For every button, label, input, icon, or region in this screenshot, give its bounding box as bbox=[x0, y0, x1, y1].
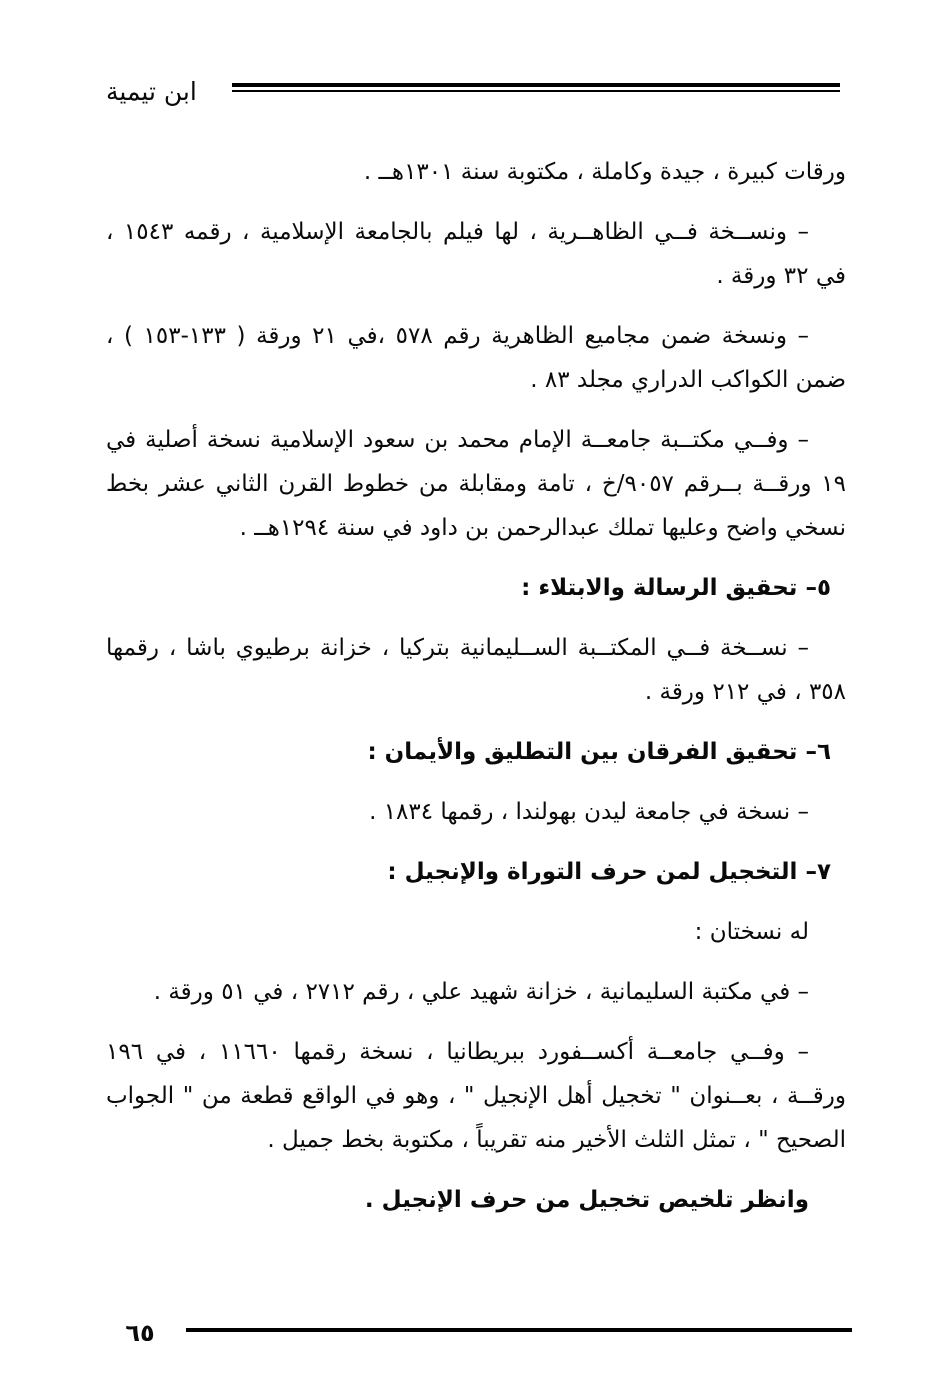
page-body bbox=[106, 150, 846, 1238]
paragraph-line: ٣٥٨ ، في ٢١٢ ورقة . bbox=[644, 679, 846, 705]
paragraph bbox=[106, 910, 846, 954]
paragraph-line: ورقــة ، بعــنوان " تخجيل أهل الإنجيل " ، وهو في الواقع قطعة من " الجواب bbox=[106, 1083, 846, 1109]
paragraph-line: في ٣٢ ورقة . bbox=[716, 263, 846, 289]
manuscript-entry bbox=[106, 790, 846, 834]
see-also-text: وانظر تلخيص تخجيل من حرف الإنجيل . bbox=[364, 1187, 809, 1213]
paragraph-line: الصحيح " ، تمثل الثلث الأخير منه تقريباً ، مكتوبة بخط جميل . bbox=[267, 1127, 846, 1153]
manuscript-entry bbox=[106, 970, 846, 1014]
paragraph-line: ضمن الكواكب الدراري مجلد ٨٣ . bbox=[530, 367, 846, 393]
paragraph-line: – وفــي جامعــة أكســفورد ببريطانيا ، نسخة رقمها ١١٦٦٠ ، في ١٩٦ bbox=[106, 1039, 809, 1065]
section-heading bbox=[106, 850, 846, 894]
manuscript-entry bbox=[106, 210, 846, 298]
section-heading-text: ٦– تحقيق الفرقان بين التطليق والأيمان : bbox=[367, 739, 831, 765]
section-heading bbox=[106, 730, 846, 774]
paragraph-line: نسخي واضح وعليها تملك عبدالرحمن بن داود في سنة ١٢٩٤هــ . bbox=[239, 515, 846, 541]
manuscript-entry bbox=[106, 1030, 846, 1162]
see-also-note bbox=[106, 1178, 846, 1222]
paragraph-line: ورقات كبيرة ، جيدة وكاملة ، مكتوبة سنة ١٣٠١هــ . bbox=[363, 159, 846, 185]
paragraph-line: – ونســخة فــي الظاهــرية ، لها فيلم بالجامعة الإسلامية ، رقمه ١٥٤٣ ، bbox=[106, 219, 809, 245]
paragraph-line: – في مكتبة السليمانية ، خزانة شهيد علي ، رقم ٢٧١٢ ، في ٥١ ورقة . bbox=[153, 979, 809, 1005]
section-heading-text: ٥– تحقيق الرسالة والابتلاء : bbox=[521, 575, 831, 601]
manuscript-entry bbox=[106, 626, 846, 714]
page-number: ٦٥ bbox=[125, 1319, 155, 1347]
paragraph-line: – وفــي مكتــبة جامعــة الإمام محمد بن سعود الإسلامية نسخة أصلية في bbox=[106, 427, 809, 453]
manuscript-entry bbox=[106, 314, 846, 402]
header-rule bbox=[232, 83, 840, 92]
section-heading bbox=[106, 566, 846, 610]
paragraph-line: – نسخة في جامعة ليدن بهولندا ، رقمها ١٨٣٤ . bbox=[369, 799, 809, 825]
paragraph-line: ١٩ ورقــة بــرقم ٩٠٥٧/خ ، تامة ومقابلة من خطوط القرن الثاني عشر بخط bbox=[106, 471, 846, 497]
paragraph-line: له نسختان : bbox=[694, 919, 809, 945]
paragraph bbox=[106, 150, 846, 194]
manuscript-entry bbox=[106, 418, 846, 550]
section-heading-text: ٧– التخجيل لمن حرف التوراة والإنجيل : bbox=[387, 859, 831, 885]
paragraph-line: – نســخة فــي المكتــبة الســليمانية بتركيا ، خزانة برطيوي باشا ، رقمها bbox=[106, 635, 809, 661]
footer-rule bbox=[186, 1328, 852, 1332]
paragraph-line: – ونسخة ضمن مجاميع الظاهرية رقم ٥٧٨ ،في ٢١ ورقة ( ١٣٣-١٥٣ ) ، bbox=[106, 323, 809, 349]
running-head-title: ابن تيمية bbox=[106, 77, 197, 106]
